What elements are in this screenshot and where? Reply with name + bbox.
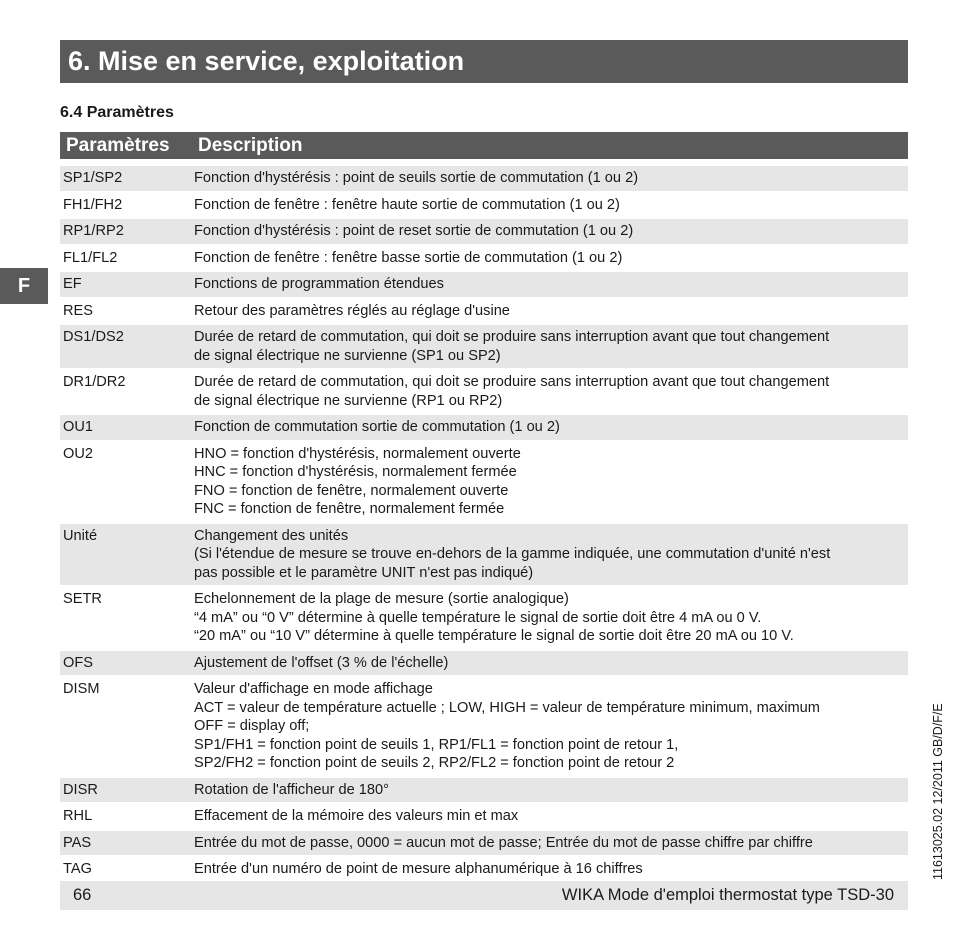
parameter-code: OFS — [63, 654, 93, 671]
parameter-code: PAS — [63, 834, 92, 851]
parameters-table — [60, 132, 908, 886]
description-line: de signal électrique ne survienne (SP1 ou SP2) — [194, 347, 501, 364]
description-line: Changement des unités — [194, 527, 349, 544]
description-line: OFF = display off; — [194, 718, 310, 734]
table-row — [60, 193, 908, 220]
parameter-description — [194, 860, 908, 879]
table-row — [60, 442, 908, 524]
parameter-description — [194, 418, 908, 437]
parameter-code: DR1/DR2 — [63, 374, 126, 390]
header-parameters: Paramètres — [66, 135, 170, 156]
parameter-description — [194, 373, 908, 410]
description-line: FNO = fonction de fenêtre, normalement ouverte — [194, 482, 509, 499]
page-footer — [60, 881, 908, 910]
description-line: HNC = fonction d'hystérésis, normalement fermée — [194, 464, 517, 480]
table-row — [60, 831, 908, 858]
description-line: Effacement de la mémoire des valeurs min et max — [194, 808, 519, 824]
table-row — [60, 804, 908, 831]
description-line: pas possible et le paramètre UNIT n'est pas indiqué) — [194, 564, 534, 581]
chapter-title: 6. Mise en service, exploitation — [60, 40, 908, 83]
page-number: 66 — [73, 886, 92, 904]
parameter-description — [194, 222, 908, 241]
description-line: Entrée d'un numéro de point de mesure alphanumérique à 16 chiffres — [194, 861, 643, 877]
document-title: WIKA Mode d'emploi thermostat type TSD-30 — [561, 886, 894, 904]
parameter-code: OU1 — [63, 419, 94, 435]
parameter-description — [194, 328, 908, 365]
table-row — [60, 166, 908, 193]
parameter-description — [194, 302, 908, 321]
table-row — [60, 524, 908, 588]
parameter-code: DS1/DS2 — [63, 329, 124, 345]
description-line: Durée de retard de commutation, qui doit se produire sans interruption avant que tout changement — [194, 374, 830, 390]
parameter-code: FH1/FH2 — [63, 196, 123, 213]
table-row — [60, 857, 908, 884]
description-line: Fonction de commutation sortie de commutation (1 ou 2) — [194, 419, 560, 435]
description-line: Fonction d'hystérésis : point de seuils sortie de commutation (1 ou 2) — [194, 170, 639, 186]
description-line: Echelonnement de la plage de mesure (sortie analogique) — [194, 591, 569, 607]
description-line: Valeur d'affichage en mode affichage — [194, 681, 433, 697]
description-line: Durée de retard de commutation, qui doit se produire sans interruption avant que tout changement — [194, 329, 830, 345]
description-line: Fonctions de programmation étendues — [194, 276, 444, 292]
description-line: ACT = valeur de température actuelle ; LOW, HIGH = valeur de température minimum, maximum — [194, 699, 820, 716]
table-row — [60, 778, 908, 805]
table-row — [60, 677, 908, 778]
parameter-description — [194, 654, 908, 673]
description-line: Ajustement de l'offset (3 % de l'échelle) — [194, 654, 449, 671]
parameter-code: SP1/SP2 — [63, 170, 123, 186]
parameter-code: OU2 — [63, 445, 94, 462]
description-line: “4 mA” ou “0 V” détermine à quelle température le signal de sortie doit être 4 mA ou 0 V. — [194, 609, 762, 626]
parameter-code: EF — [63, 276, 82, 292]
document-code: 11613025.02 12/2011 GB/D/F/E — [931, 703, 945, 880]
description-line: “20 mA” ou “10 V” détermine à quelle température le signal de sortie doit être 20 mA ou 10 V. — [194, 628, 794, 644]
parameter-description — [194, 834, 908, 853]
parameter-code: RES — [63, 302, 94, 319]
parameter-description — [194, 590, 908, 646]
description-line: HNO = fonction d'hystérésis, normalement ouverte — [194, 445, 521, 462]
table-row — [60, 325, 908, 370]
parameter-description — [194, 169, 908, 188]
parameter-description — [194, 807, 908, 826]
language-tab: F — [0, 268, 48, 304]
parameter-code: DISM — [63, 681, 100, 697]
parameter-code: DISR — [63, 781, 98, 798]
parameter-description — [194, 196, 908, 215]
parameter-code: RHL — [63, 808, 93, 824]
parameter-description — [194, 445, 908, 519]
table-body — [60, 166, 908, 886]
description-line: Entrée du mot de passe, 0000 = aucun mot de passe; Entrée du mot de passe chiffre par chiffre — [194, 834, 813, 851]
table-header — [60, 132, 908, 159]
description-line: Rotation de l'afficheur de 180° — [194, 781, 389, 798]
table-row — [60, 587, 908, 651]
description-line: Fonction de fenêtre : fenêtre basse sortie de commutation (1 ou 2) — [194, 249, 623, 266]
parameter-code: FL1/FL2 — [63, 249, 118, 266]
table-row — [60, 246, 908, 273]
description-line: (Si l'étendue de mesure se trouve en-dehors de la gamme indiquée, une commutation d'unité n'est — [194, 546, 831, 562]
parameter-code: Unité — [63, 527, 98, 544]
parameter-code: TAG — [63, 861, 92, 877]
description-line: Retour des paramètres réglés au réglage d'usine — [194, 302, 510, 319]
description-line: Fonction de fenêtre : fenêtre haute sortie de commutation (1 ou 2) — [194, 196, 620, 213]
description-line: SP2/FH2 = fonction point de seuils 2, RP2/FL2 = fonction point de retour 2 — [194, 755, 675, 771]
description-line: FNC = fonction de fenêtre, normalement fermée — [194, 501, 505, 517]
table-row — [60, 415, 908, 442]
section-title: 6.4 Paramètres — [60, 104, 174, 121]
parameter-description — [194, 275, 908, 294]
parameter-code: SETR — [63, 591, 102, 607]
parameter-description — [194, 527, 908, 583]
table-row — [60, 299, 908, 326]
table-row — [60, 370, 908, 415]
parameter-description — [194, 680, 908, 773]
description-line: SP1/FH1 = fonction point de seuils 1, RP1/FL1 = fonction point de retour 1, — [194, 736, 679, 753]
parameter-description — [194, 249, 908, 268]
table-row — [60, 651, 908, 678]
parameter-description — [194, 781, 908, 800]
description-line: Fonction d'hystérésis : point de reset sortie de commutation (1 ou 2) — [194, 223, 634, 239]
table-row — [60, 219, 908, 246]
header-description: Description — [198, 135, 303, 156]
parameter-code: RP1/RP2 — [63, 223, 124, 239]
table-row — [60, 272, 908, 299]
description-line: de signal électrique ne survienne (RP1 ou RP2) — [194, 392, 503, 409]
